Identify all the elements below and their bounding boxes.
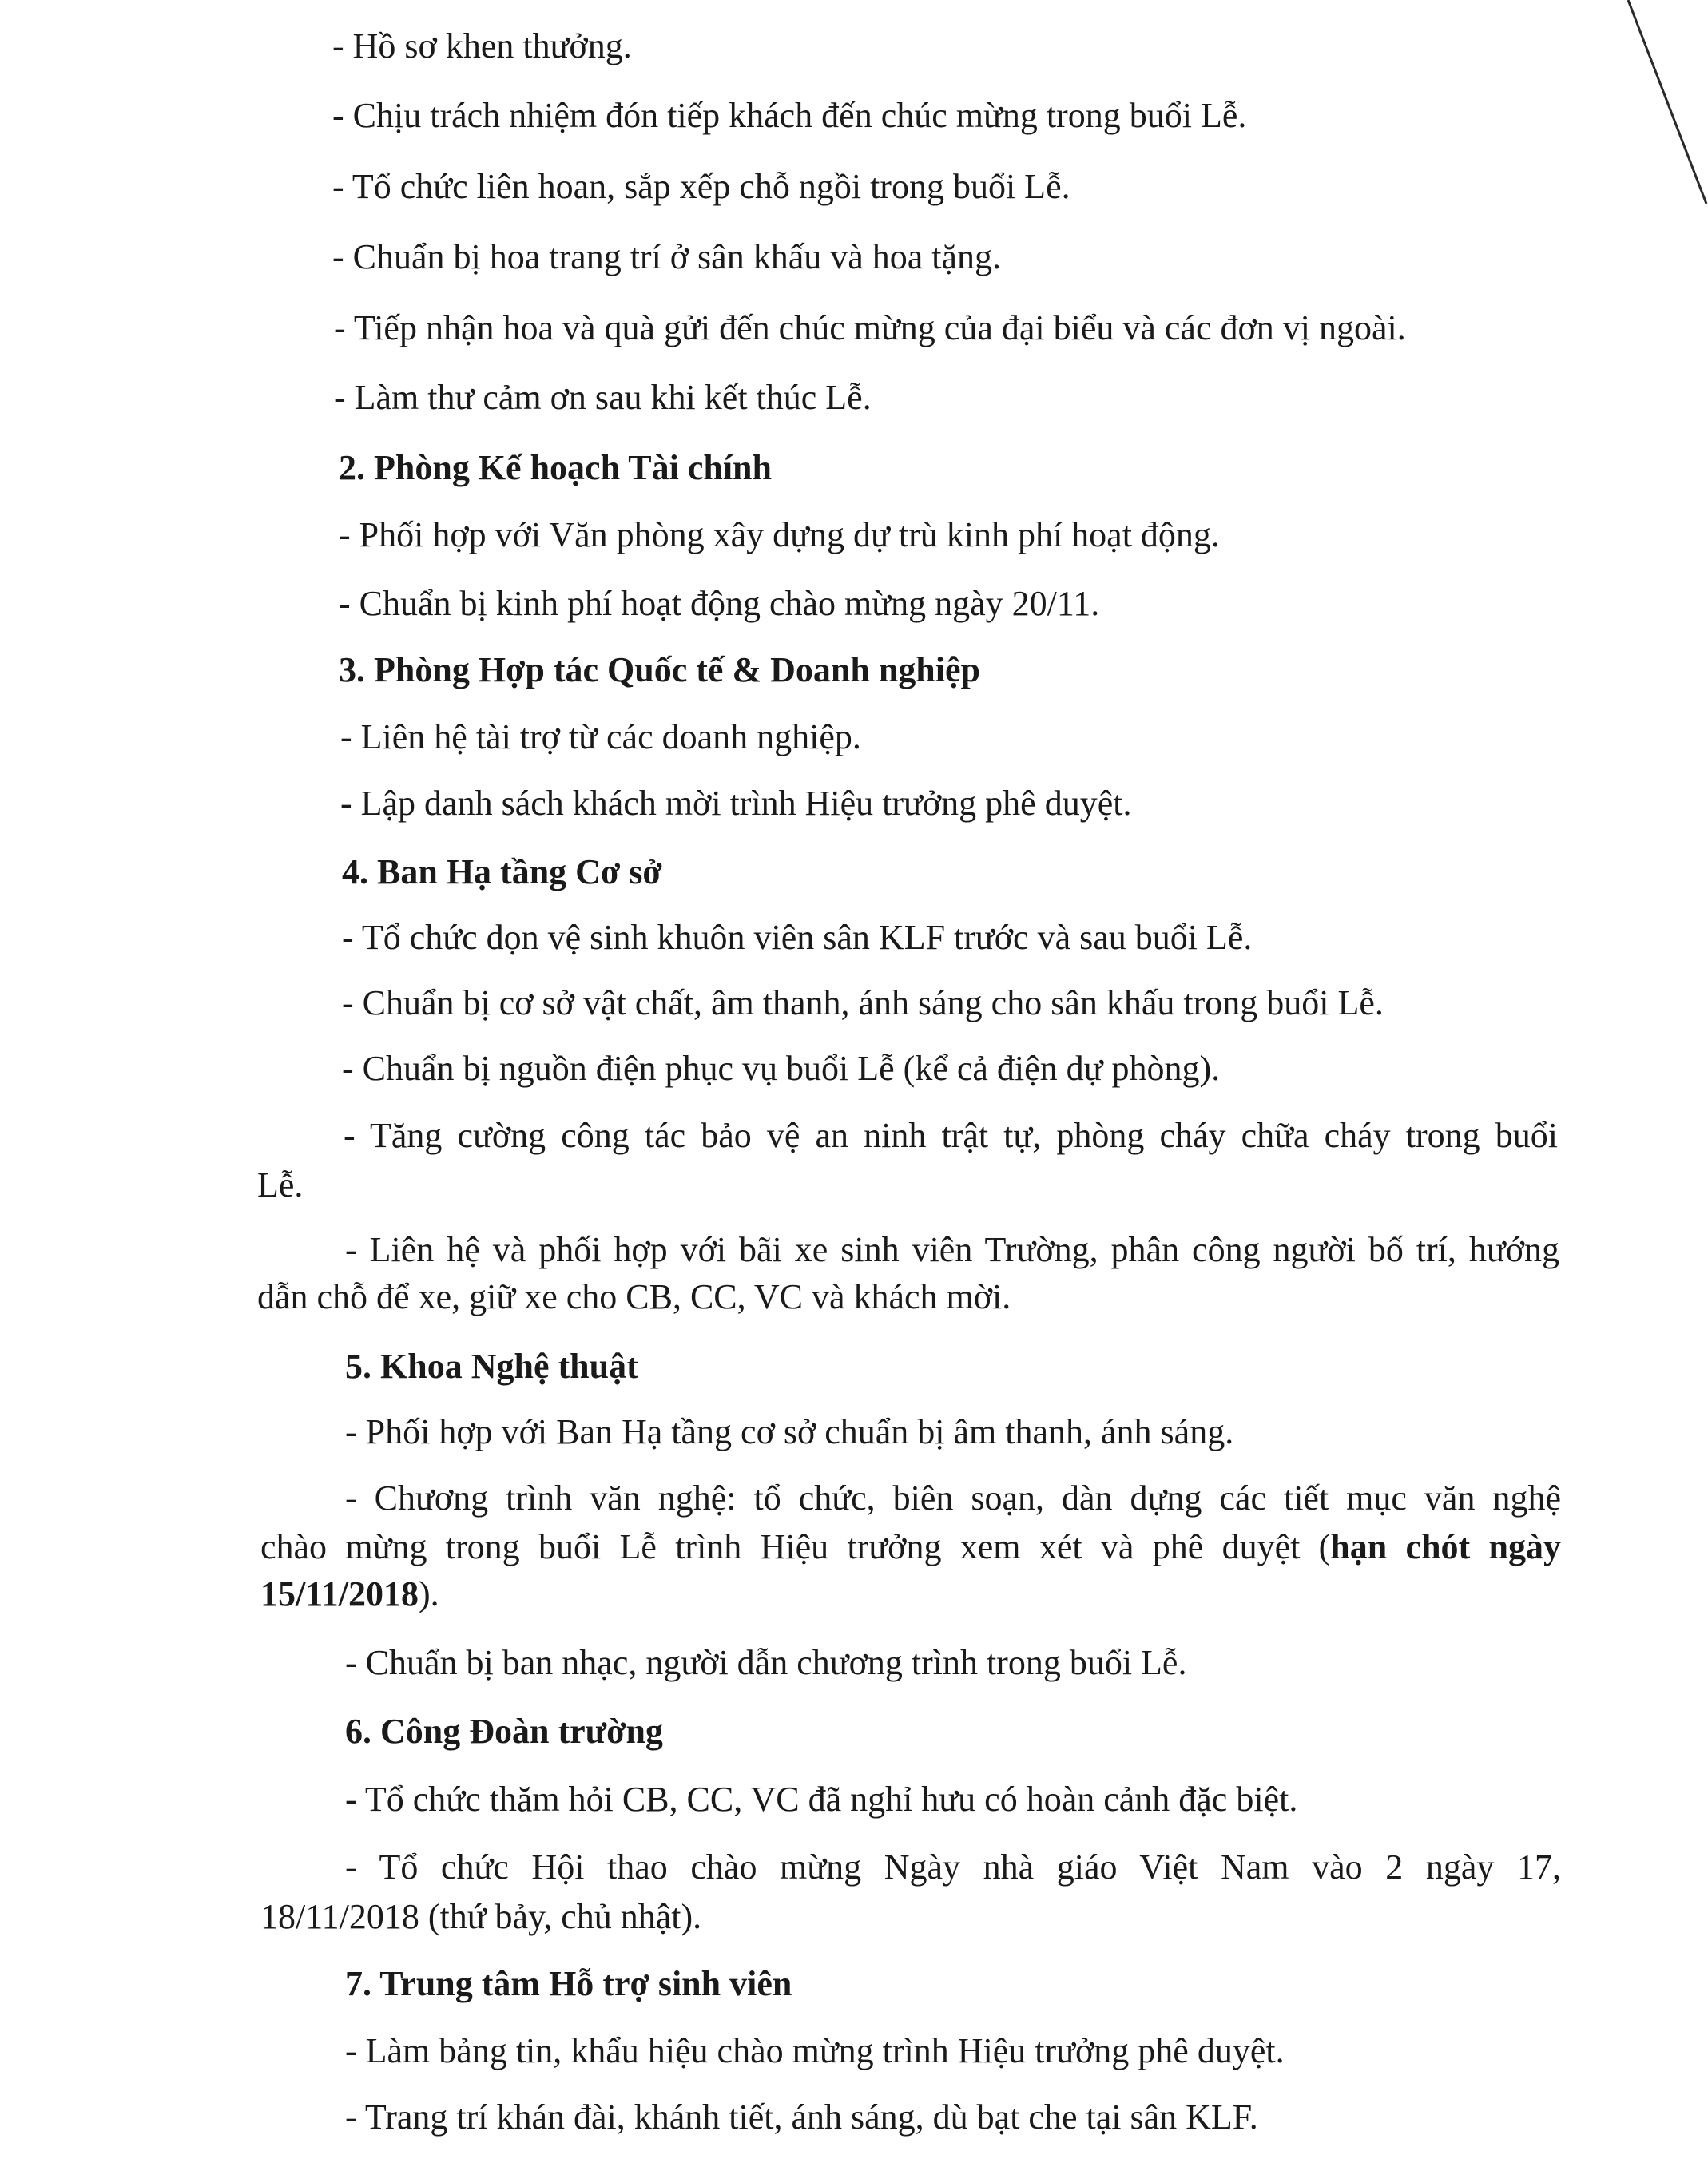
text-line: - Tiếp nhận hoa và quà gửi đến chúc mừng của đại biểu và các đơn vị ngoài. [334,308,1406,347]
section-heading-5: 5. Khoa Nghệ thuật [345,1347,638,1386]
section-heading-2: 2. Phòng Kế hoạch Tài chính [339,448,772,487]
text-line: - Phối hợp với Văn phòng xây dựng dự trù kinh phí hoạt động. [339,515,1220,554]
text-line: - Làm thư cảm ơn sau khi kết thúc Lễ. [334,378,872,417]
text-line: - Trang trí khán đài, khánh tiết, ánh sáng, dù bạt che tại sân KLF. [345,2097,1258,2137]
text-line: - Chuẩn bị cơ sở vật chất, âm thanh, ánh sáng cho sân khấu trong buổi Lễ. [342,983,1384,1022]
text-line: - Phối hợp với Ban Hạ tầng cơ sở chuẩn bị âm thanh, ánh sáng. [345,1412,1234,1451]
text-line: 18/11/2018 (thứ bảy, chủ nhật). [260,1897,702,1936]
text-run: chào mừng trong buổi Lễ trình Hiệu trưởng xem xét và phê duyệt ( [260,1527,1331,1566]
text-line [260,1572,439,1617]
text-line: - Chuẩn bị nguồn điện phục vụ buổi Lễ (kể cả điện dự phòng). [342,1049,1221,1088]
text-line: - Liên hệ tài trợ từ các doanh nghiệp. [340,717,861,756]
text-line: - Tổ chức liên hoan, sắp xếp chỗ ngồi trong buổi Lễ. [332,167,1070,206]
text-line: - Chương trình văn nghệ: tổ chức, biên soạn, dàn dựng các tiết mục văn nghệ [345,1478,1561,1518]
text-line: - Lập danh sách khách mời trình Hiệu trưởng phê duyệt. [340,784,1132,823]
deadline-bold: hạn chót ngày [1330,1527,1561,1566]
text-line: - Làm bảng tin, khẩu hiệu chào mừng trình Hiệu trưởng phê duyệt. [345,2031,1285,2070]
text-line: - Tăng cường công tác bảo vệ an ninh trật tự, phòng cháy chữa cháy trong buổi [344,1116,1558,1155]
text-line: - Chuẩn bị ban nhạc, người dẫn chương trình trong buổi Lễ. [345,1643,1187,1682]
section-heading-6: 6. Công Đoàn trường [345,1712,663,1751]
text-line: - Chịu trách nhiệm đón tiếp khách đến chúc mừng trong buổi Lễ. [332,96,1247,135]
text-line: - Chuẩn bị hoa trang trí ở sân khấu và hoa tặng. [332,237,1002,276]
text-line: Lễ. [257,1165,304,1205]
text-line: - Tổ chức thăm hỏi CB, CC, VC đã nghỉ hưu có hoàn cảnh đặc biệt. [345,1780,1298,1819]
text-line: - Tổ chức dọn vệ sinh khuôn viên sân KLF trước và sau buổi Lễ. [342,918,1253,957]
section-heading-7: 7. Trung tâm Hỗ trợ sinh viên [345,1964,792,2003]
section-heading-3: 3. Phòng Hợp tác Quốc tế & Doanh nghiệp [339,650,980,689]
text-line: - Tổ chức Hội thao chào mừng Ngày nhà giáo Việt Nam vào 2 ngày 17, [345,1847,1561,1887]
deadline-date-bold: 15/11/2018 [260,1574,419,1613]
text-run: ). [419,1574,439,1613]
text-line: - Liên hệ và phối hợp với bãi xe sinh viên Trường, phân công người bố trí, hướng [345,1230,1559,1269]
text-line: - Chuẩn bị kinh phí hoạt động chào mừng ngày 20/11. [339,584,1100,623]
text-line: dẫn chỗ để xe, giữ xe cho CB, CC, VC và khách mời. [257,1277,1011,1316]
text-line: - Hồ sơ khen thưởng. [332,26,632,65]
text-line [260,1525,1561,1570]
section-heading-4: 4. Ban Hạ tầng Cơ sở [342,852,662,891]
